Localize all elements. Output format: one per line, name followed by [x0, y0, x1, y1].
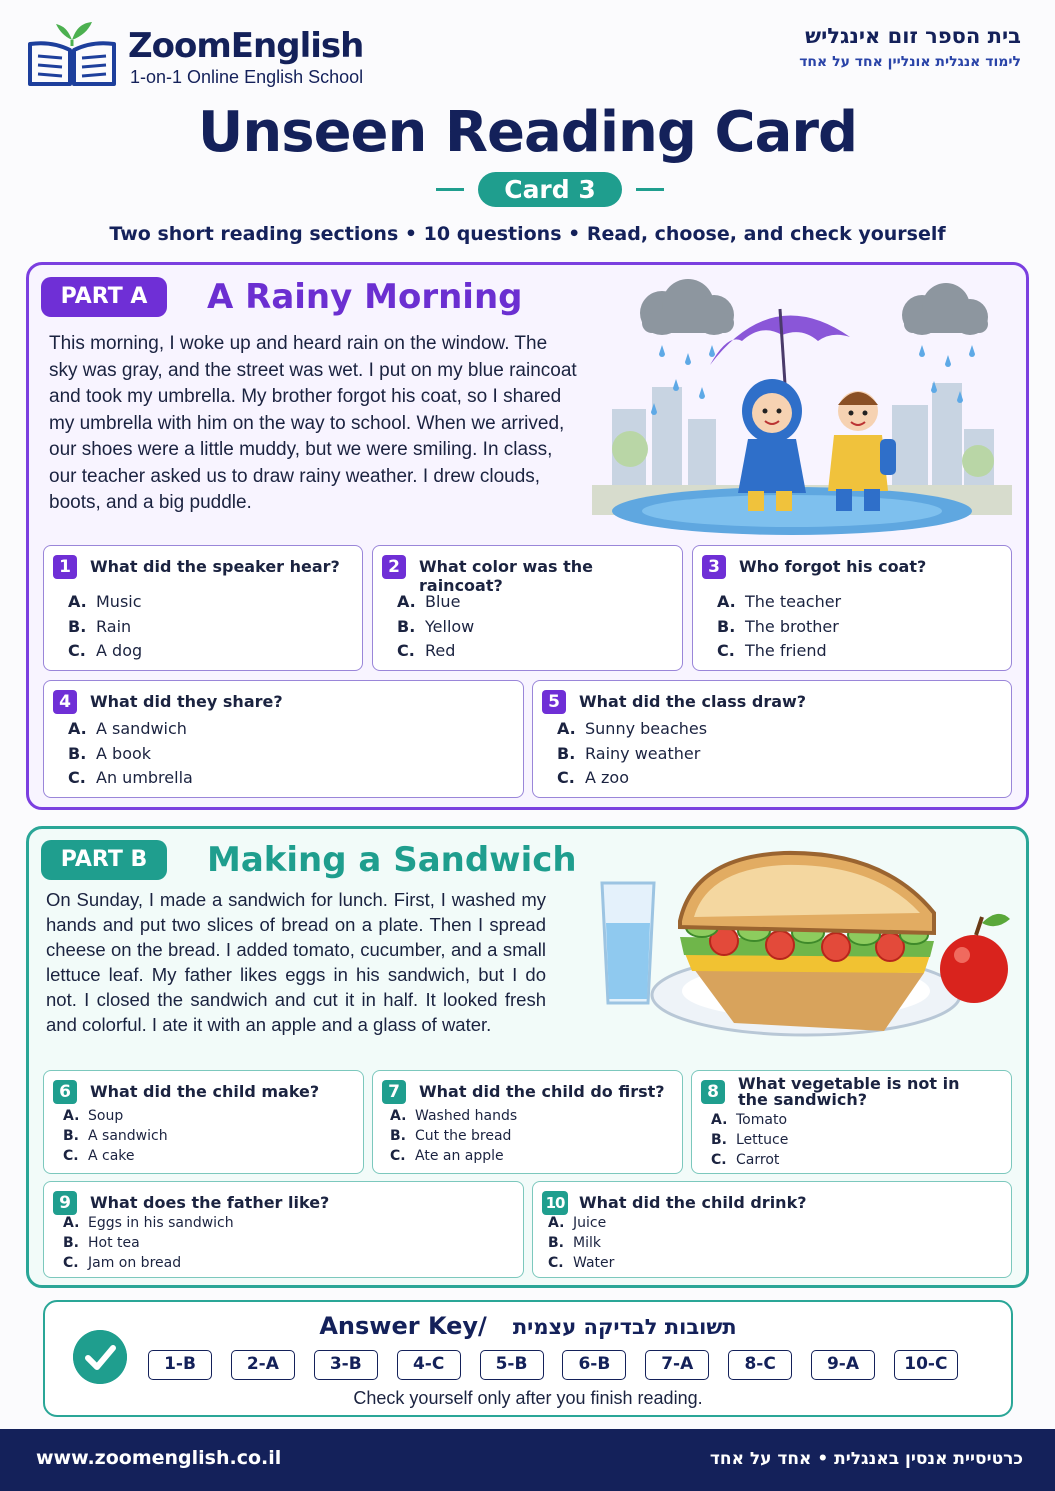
question-number: 9 [53, 1191, 77, 1215]
answer-chip: 4-C [397, 1350, 461, 1380]
option[interactable]: A. A sandwich [68, 719, 187, 738]
answer-key-label: Answer Key/ [319, 1312, 487, 1340]
question-number: 1 [53, 555, 77, 579]
option[interactable]: C. The friend [717, 641, 827, 660]
brand-tagline: 1-on-1 Online English School [130, 67, 364, 87]
option[interactable]: B. Milk [548, 1235, 601, 1251]
card-badge: Card 3 [478, 172, 622, 207]
question-card [43, 545, 363, 671]
answer-key-title [45, 1312, 1011, 1340]
footer-url-link[interactable]: www.zoomenglish.co.il [36, 1447, 282, 1469]
part-a-title: A Rainy Morning [207, 277, 523, 317]
option[interactable]: A. Sunny beaches [557, 719, 708, 738]
divider [436, 188, 464, 191]
option-list [63, 1108, 168, 1168]
question-card [43, 680, 524, 798]
question-card [692, 545, 1012, 671]
question-text: What did the child make? [90, 1082, 320, 1101]
part-b-section [26, 826, 1029, 1288]
option[interactable]: A. Blue [397, 592, 461, 611]
answer-key-hebrew-label: תשובות לבדיקה עצמית [512, 1315, 737, 1339]
option[interactable]: B. Yellow [397, 616, 475, 636]
hebrew-brand [799, 24, 1021, 70]
option[interactable]: C. Carrot [711, 1152, 780, 1168]
option[interactable]: B. Cut the bread [390, 1128, 512, 1144]
part-a-passage: This morning, I woke up and heard rain on the window. The sky was gray, and the street was wet. I put on my blue raincoat and took my umbrella. My brother forgot his coat, so I shared my umbrella with him on the way to school. When we arrived, our shoes were a little muddy, but we were smiling. In class, our teacher asked us to draw rainy weather. I drew clouds, boots, and a big puddle. [49, 333, 577, 513]
answer-chip: 8-C [728, 1350, 792, 1380]
brand-name: ZoomEnglish [128, 26, 364, 66]
question-card [691, 1070, 1012, 1174]
option[interactable]: A. Eggs in his sandwich [63, 1215, 234, 1231]
hebrew-brand-name: בית הספר זום אינגליש [805, 24, 1021, 48]
page-subtitle: Two short reading sections • 10 questions • Read, choose, and check yourself [109, 223, 946, 245]
option-list [68, 719, 193, 793]
option-list [397, 592, 474, 666]
option[interactable]: B. Rainy weather [557, 743, 701, 763]
option[interactable]: B. The brother [717, 616, 839, 636]
option[interactable]: C. Red [397, 641, 456, 660]
question-card [532, 680, 1012, 798]
card-label-row [0, 172, 1055, 207]
footer-bar [0, 1429, 1055, 1491]
part-b-label: PART B [41, 840, 167, 880]
page-title: Unseen Reading Card [197, 100, 858, 165]
answer-chip: 2-A [231, 1350, 295, 1380]
question-text: What did the speaker hear? [90, 557, 340, 576]
question-text: What vegetable is not in the sandwich? [738, 1074, 960, 1109]
option[interactable]: B. Rain [68, 616, 132, 636]
answer-chip: 9-A [811, 1350, 875, 1380]
question-text: What color was the raincoat? [419, 557, 594, 595]
answer-chip: 3-B [314, 1350, 378, 1380]
divider [636, 188, 664, 191]
option[interactable]: A. Music [68, 592, 142, 611]
part-a-section [26, 262, 1029, 810]
answer-list [148, 1350, 958, 1380]
option-list [711, 1112, 788, 1172]
rainy-kids-illustration [592, 279, 1012, 549]
answer-chip: 5-B [480, 1350, 544, 1380]
footer-hebrew-text: כרטיסיית אנסין באנגלית • אחד על אחד [709, 1449, 1023, 1469]
part-a-label: PART A [41, 277, 167, 317]
question-card [43, 1181, 524, 1278]
option[interactable]: B. A sandwich [63, 1128, 168, 1144]
option[interactable]: B. Lettuce [711, 1132, 789, 1148]
question-text: Who forgot his coat? [739, 557, 927, 576]
answer-chip: 7-A [645, 1350, 709, 1380]
option-list [548, 1215, 614, 1275]
question-number: 8 [701, 1080, 725, 1104]
part-b-title: Making a Sandwich [207, 840, 577, 880]
option[interactable]: A. Soup [63, 1108, 124, 1124]
answer-chip: 6-B [562, 1350, 626, 1380]
question-card [372, 1070, 683, 1174]
option[interactable]: C. Water [548, 1255, 615, 1271]
question-number: 6 [53, 1080, 77, 1104]
answer-chip: 10-C [894, 1350, 958, 1380]
option[interactable]: B. A book [68, 743, 152, 763]
option[interactable]: C. Ate an apple [390, 1148, 504, 1164]
question-text: What did the class draw? [579, 692, 807, 711]
question-card [372, 545, 683, 671]
question-number: 4 [53, 690, 77, 714]
question-number: 5 [542, 690, 566, 714]
question-text: What did the child do first? [419, 1082, 665, 1101]
option[interactable]: C. A zoo [557, 768, 630, 787]
question-text: What did the child drink? [579, 1193, 807, 1212]
option[interactable]: C. An umbrella [68, 768, 193, 787]
option[interactable]: A. The teacher [717, 592, 842, 611]
option[interactable]: C. A cake [63, 1148, 135, 1164]
question-text: What did they share? [90, 692, 283, 711]
option[interactable]: C. Jam on bread [63, 1255, 182, 1271]
option-list [63, 1215, 234, 1275]
question-card [532, 1181, 1012, 1278]
option[interactable]: C. A dog [68, 641, 143, 660]
question-number: 10 [542, 1191, 568, 1215]
option-list [390, 1108, 517, 1168]
question-number: 3 [702, 555, 726, 579]
sandwich-illustration [584, 843, 1014, 1053]
answer-chip: 1-B [148, 1350, 212, 1380]
option[interactable]: A. Washed hands [390, 1108, 518, 1124]
question-card [43, 1070, 364, 1174]
question-number: 2 [382, 555, 406, 579]
option[interactable]: A. Juice [548, 1215, 607, 1231]
part-b-passage: On Sunday, I made a sandwich for lunch. First, I washed my hands and put two slices of bread on a plate. Then I spread cheese on the bread. I added tomato, cucumber, and a small lettuce leaf. My father likes eggs in his sandwich, but I do not. I closed the sandwich and cut it in half. It looked fresh and colorful. I ate it with an apple and a glass of water. [46, 889, 546, 1035]
answer-key-box [43, 1300, 1013, 1417]
option-list [68, 592, 142, 666]
option-list [717, 592, 841, 666]
question-text: What does the father like? [90, 1193, 330, 1212]
option[interactable]: A. Tomato [711, 1112, 788, 1128]
option-list [557, 719, 707, 793]
brand [26, 20, 406, 90]
hebrew-brand-tagline: לימוד אנגלית אונליין אחד על אחד [799, 54, 1021, 70]
option[interactable]: B. Hot tea [63, 1235, 140, 1251]
question-number: 7 [382, 1080, 406, 1104]
answer-key-note: Check yourself only after you finish reading. [353, 1388, 703, 1408]
book-sprout-logo-icon [26, 20, 118, 88]
